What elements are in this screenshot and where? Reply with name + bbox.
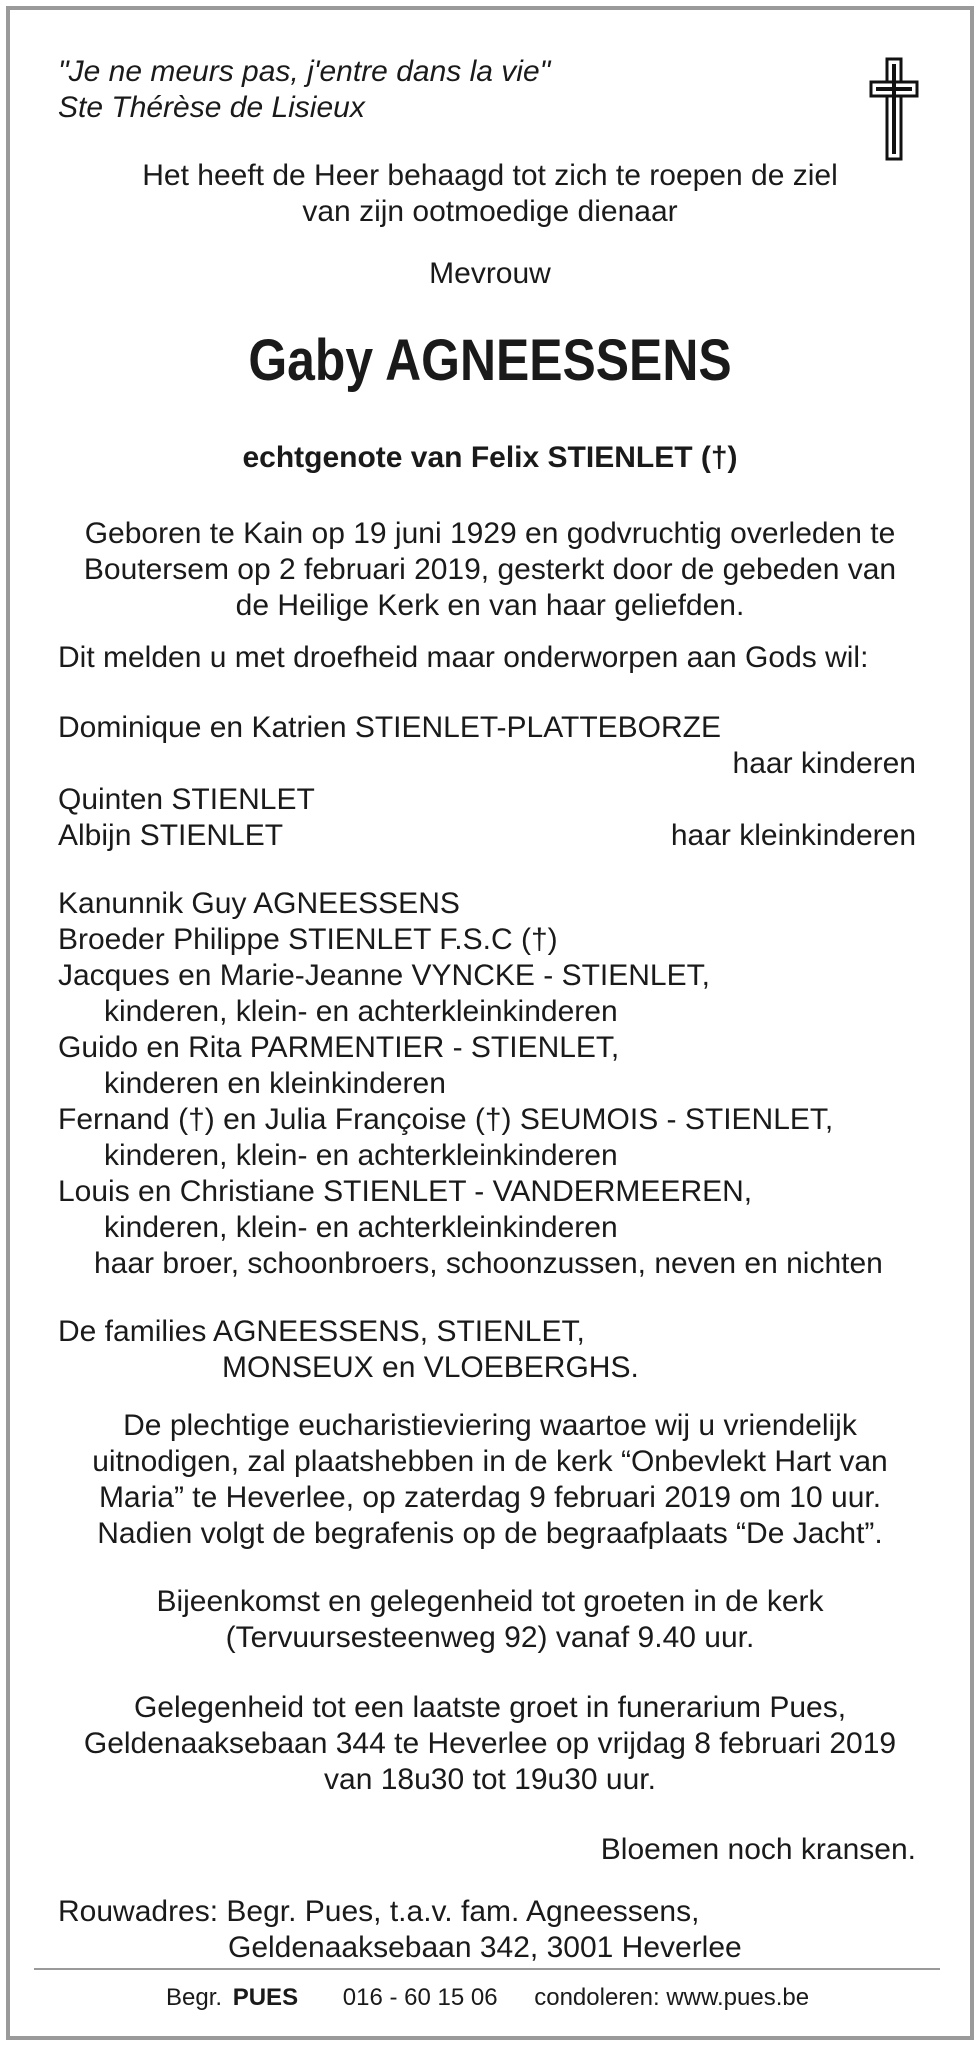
relative-line: Louis en Christiane STIENLET - VANDERMEEREN,	[58, 1175, 753, 1208]
birth-death-line-2: Boutersem op 2 februari 2019, gesterkt door de gebeden van	[83, 553, 897, 586]
footer-condolence: condoleren: www.pues.be	[534, 1984, 810, 2011]
children-names: Dominique en Katrien STIENLET-PLATTEBORZE	[58, 711, 722, 744]
footer-divider	[34, 1968, 940, 1970]
funeral-home-line-2: Geldenaaksebaan 344 te Heverlee op vrijdag 8 februari 2019	[83, 1727, 897, 1760]
footer-bar	[166, 1983, 809, 2013]
families-line-2: MONSEUX en VLOEBERGHS.	[222, 1351, 639, 1384]
relative-line: kinderen, klein- en achterkleinkinderen	[104, 1211, 618, 1244]
mass-line-1: De plechtige eucharistieviering waartoe wij u vriendelijk	[123, 1409, 857, 1442]
relative-line: Broeder Philippe STIENLET F.S.C (†)	[58, 923, 558, 956]
title-prefix: Mevrouw	[429, 257, 551, 290]
relative-line: Jacques en Marie-Jeanne VYNCKE - STIENLET,	[58, 959, 710, 992]
birth-death-line-3: de Heilige Kerk en van haar geliefden.	[235, 589, 745, 622]
children-label: haar kinderen	[732, 747, 916, 780]
deceased-name: Gaby AGNEESSENS	[248, 328, 732, 393]
footer-prefix: Begr.	[166, 1984, 223, 2011]
relative-line: Kanunnik Guy AGNEESSENS	[58, 887, 460, 920]
birth-death-line-1: Geboren te Kain op 19 juni 1929 en godvruchtig overleden te	[84, 517, 896, 550]
cross-icon	[868, 56, 920, 162]
relative-line: kinderen, klein- en achterkleinkinderen	[104, 995, 618, 1028]
address-line-2: Geldenaaksebaan 342, 3001 Heverlee	[228, 1931, 742, 1964]
mass-line-3: Maria” te Heverlee, op zaterdag 9 februari 2019 om 10 uur.	[98, 1481, 882, 1514]
footer-phone: 016 - 60 15 06	[342, 1984, 498, 2011]
families-line-1: De families AGNEESSENS, STIENLET,	[58, 1315, 585, 1348]
intro-line-1: Het heeft de Heer behaagd tot zich te roepen de ziel	[142, 159, 838, 192]
relative-line: kinderen en kleinkinderen	[104, 1067, 446, 1100]
flowers-line: Bloemen noch kransen.	[600, 1833, 916, 1866]
spouse-line: echtgenote van Felix STIENLET (†)	[242, 441, 738, 474]
funeral-home-line-1: Gelegenheid tot een laatste groet in funerarium Pues,	[133, 1691, 847, 1724]
funeral-home-line-3: van 18u30 tot 19u30 uur.	[324, 1763, 656, 1796]
address-line-1: Rouwadres: Begr. Pues, t.a.v. fam. Agneessens,	[58, 1895, 700, 1928]
relative-line: Guido en Rita PARMENTIER - STIENLET,	[58, 1031, 620, 1064]
gathering-line-1: Bijeenkomst en gelegenheid tot groeten in de kerk	[156, 1585, 824, 1618]
grandchild-1: Quinten STIENLET	[58, 783, 315, 816]
relative-line: haar broer, schoonbroers, schoonzussen, neven en nichten	[94, 1247, 883, 1280]
relative-line: kinderen, klein- en achterkleinkinderen	[104, 1139, 618, 1172]
mass-line-2: uitnodigen, zal plaatshebben in de kerk “Onbevlekt Hart van	[92, 1445, 888, 1478]
footer-company: PUES	[232, 1984, 299, 2011]
intro-line-2: van zijn ootmoedige dienaar	[302, 195, 678, 228]
announce-line: Dit melden u met droefheid maar onderworpen aan Gods wil:	[58, 641, 869, 674]
quote-text: "Je ne meurs pas, j'entre dans la vie"	[58, 55, 551, 88]
relative-line: Fernand (†) en Julia Françoise (†) SEUMOIS - STIENLET,	[58, 1103, 834, 1136]
gathering-line-2: (Tervuursesteenweg 92) vanaf 9.40 uur.	[225, 1621, 755, 1654]
grandchildren-label: haar kleinkinderen	[670, 819, 916, 852]
quote-author: Ste Thérèse de Lisieux	[58, 91, 365, 124]
grandchild-2: Albijn STIENLET	[58, 819, 284, 852]
mass-line-4: Nadien volgt de begrafenis op de begraafplaats “De Jacht”.	[97, 1517, 883, 1550]
